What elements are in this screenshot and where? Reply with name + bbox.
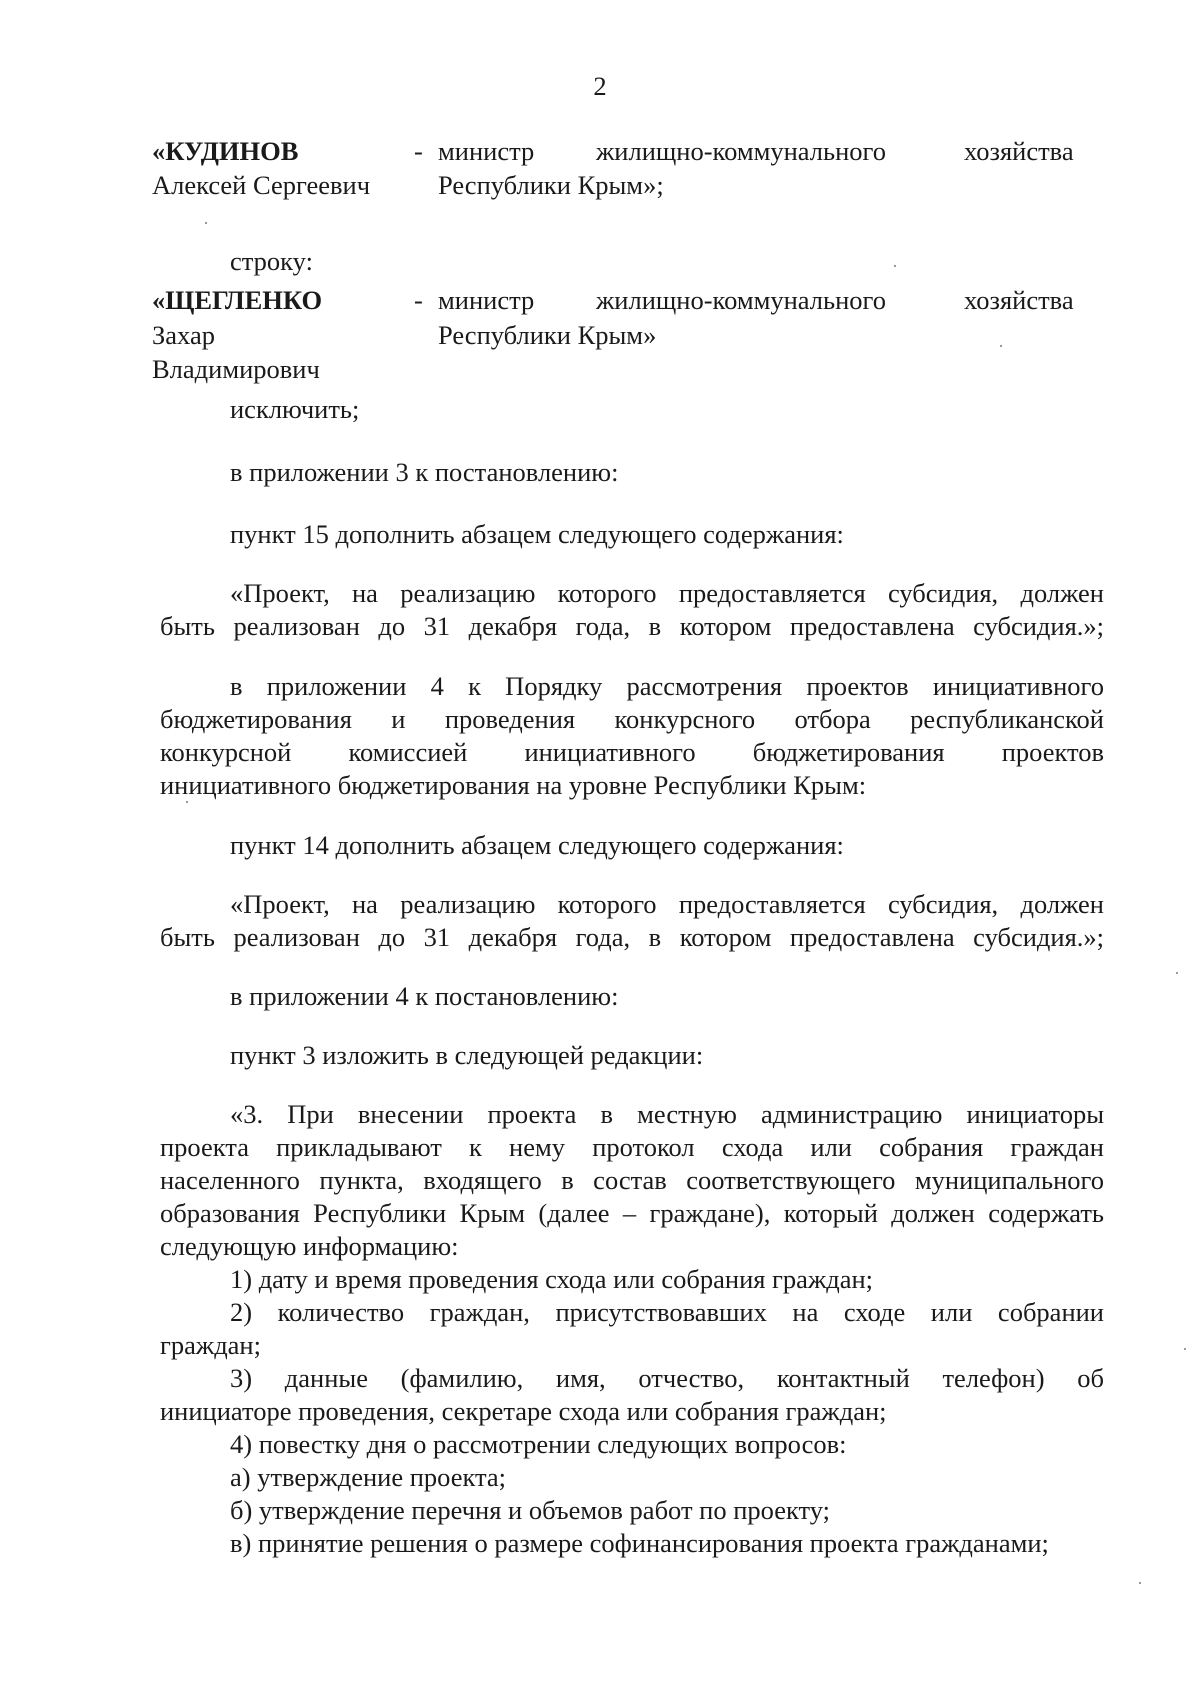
list-item: в) принятие решения о размере софинансирования проекта гражданами; <box>230 1528 1049 1558</box>
page-number: 2 <box>593 71 607 101</box>
position-word: жилищно-коммунального <box>596 285 886 315</box>
position-word: министр <box>438 136 535 166</box>
scan-speck <box>894 265 896 267</box>
paragraph-iskluchit: исключить; <box>230 394 360 424</box>
scan-speck <box>1139 1582 1141 1584</box>
entry-dash: - <box>414 285 423 315</box>
paragraph-stroku: строку: <box>230 246 313 276</box>
position-word: министр <box>438 285 535 315</box>
quote-line: быть реализован до 31 декабря года, в котором предоставлена субсидия.»; <box>160 922 1104 952</box>
paragraph-app4: в приложении 4 к постановлению: <box>230 981 619 1011</box>
paragraph-line: «3. При внесении проекта в местную администрацию инициаторы <box>230 1099 1104 1129</box>
list-item: 1) дату и время проведения схода или собрания граждан; <box>230 1264 874 1294</box>
position-line: Республики Крым» <box>438 320 657 350</box>
paragraph-line: следующую информацию: <box>160 1231 459 1261</box>
position-word: хозяйства <box>964 285 1074 315</box>
entry-surname: «ЩЕГЛЕНКО <box>152 285 323 315</box>
list-item: б) утверждение перечня и объемов работ по проекту; <box>230 1495 831 1525</box>
paragraph-punkt15: пункт 15 дополнить абзацем следующего содержания: <box>230 519 844 549</box>
scan-speck <box>205 222 207 224</box>
paragraph-line: инициативного бюджетирования на уровне Республики Крым: <box>160 770 867 800</box>
paragraph-line: конкурсной комиссией инициативного бюджетирования проектов <box>160 737 1104 767</box>
entry-dash: - <box>414 136 423 166</box>
paragraph-app3: в приложении 3 к постановлению: <box>230 457 619 487</box>
paragraph-line: в приложении 4 к Порядку рассмотрения проектов инициативного <box>230 671 1104 701</box>
list-item-cont: граждан; <box>160 1330 261 1360</box>
scan-speck <box>186 801 188 803</box>
entry-surname: «КУДИНОВ <box>152 136 299 166</box>
scan-speck <box>1176 972 1178 974</box>
position-word: жилищно-коммунального <box>596 136 886 166</box>
list-item: 4) повестку дня о рассмотрении следующих вопросов: <box>230 1429 847 1459</box>
paragraph-line: населенного пункта, входящего в состав соответствующего муниципального <box>160 1165 1104 1195</box>
paragraph-punkt14: пункт 14 дополнить абзацем следующего содержания: <box>230 830 844 860</box>
list-item: 3) данные (фамилию, имя, отчество, контактный телефон) об <box>230 1363 1104 1393</box>
quote-line: быть реализован до 31 декабря года, в котором предоставлена субсидия.»; <box>160 611 1104 641</box>
list-item: 2) количество граждан, присутствовавших на сходе или собрании <box>230 1297 1104 1327</box>
paragraph-punkt3: пункт 3 изложить в следующей редакции: <box>230 1040 704 1070</box>
entry-patronymic: Владимирович <box>152 354 320 384</box>
position-word: хозяйства <box>964 136 1074 166</box>
scan-speck <box>1184 1348 1186 1350</box>
scan-speck <box>1000 345 1002 347</box>
list-item-cont: инициаторе проведения, секретаре схода или собрания граждан; <box>160 1396 887 1426</box>
quote-line: «Проект, на реализацию которого предоставляется субсидия, должен <box>230 889 1104 919</box>
list-item: а) утверждение проекта; <box>230 1462 507 1492</box>
paragraph-line: проекта прикладывают к нему протокол схода или собрания граждан <box>160 1132 1104 1162</box>
entry-name: Алексей Сергеевич <box>152 170 371 200</box>
paragraph-line: бюджетирования и проведения конкурсного отбора республиканской <box>160 704 1104 734</box>
entry-name: Захар <box>152 320 215 350</box>
paragraph-line: образования Республики Крым (далее – граждане), который должен содержать <box>160 1198 1104 1228</box>
quote-line: «Проект, на реализацию которого предоставляется субсидия, должен <box>230 578 1104 608</box>
position-line: Республики Крым»; <box>438 170 664 200</box>
